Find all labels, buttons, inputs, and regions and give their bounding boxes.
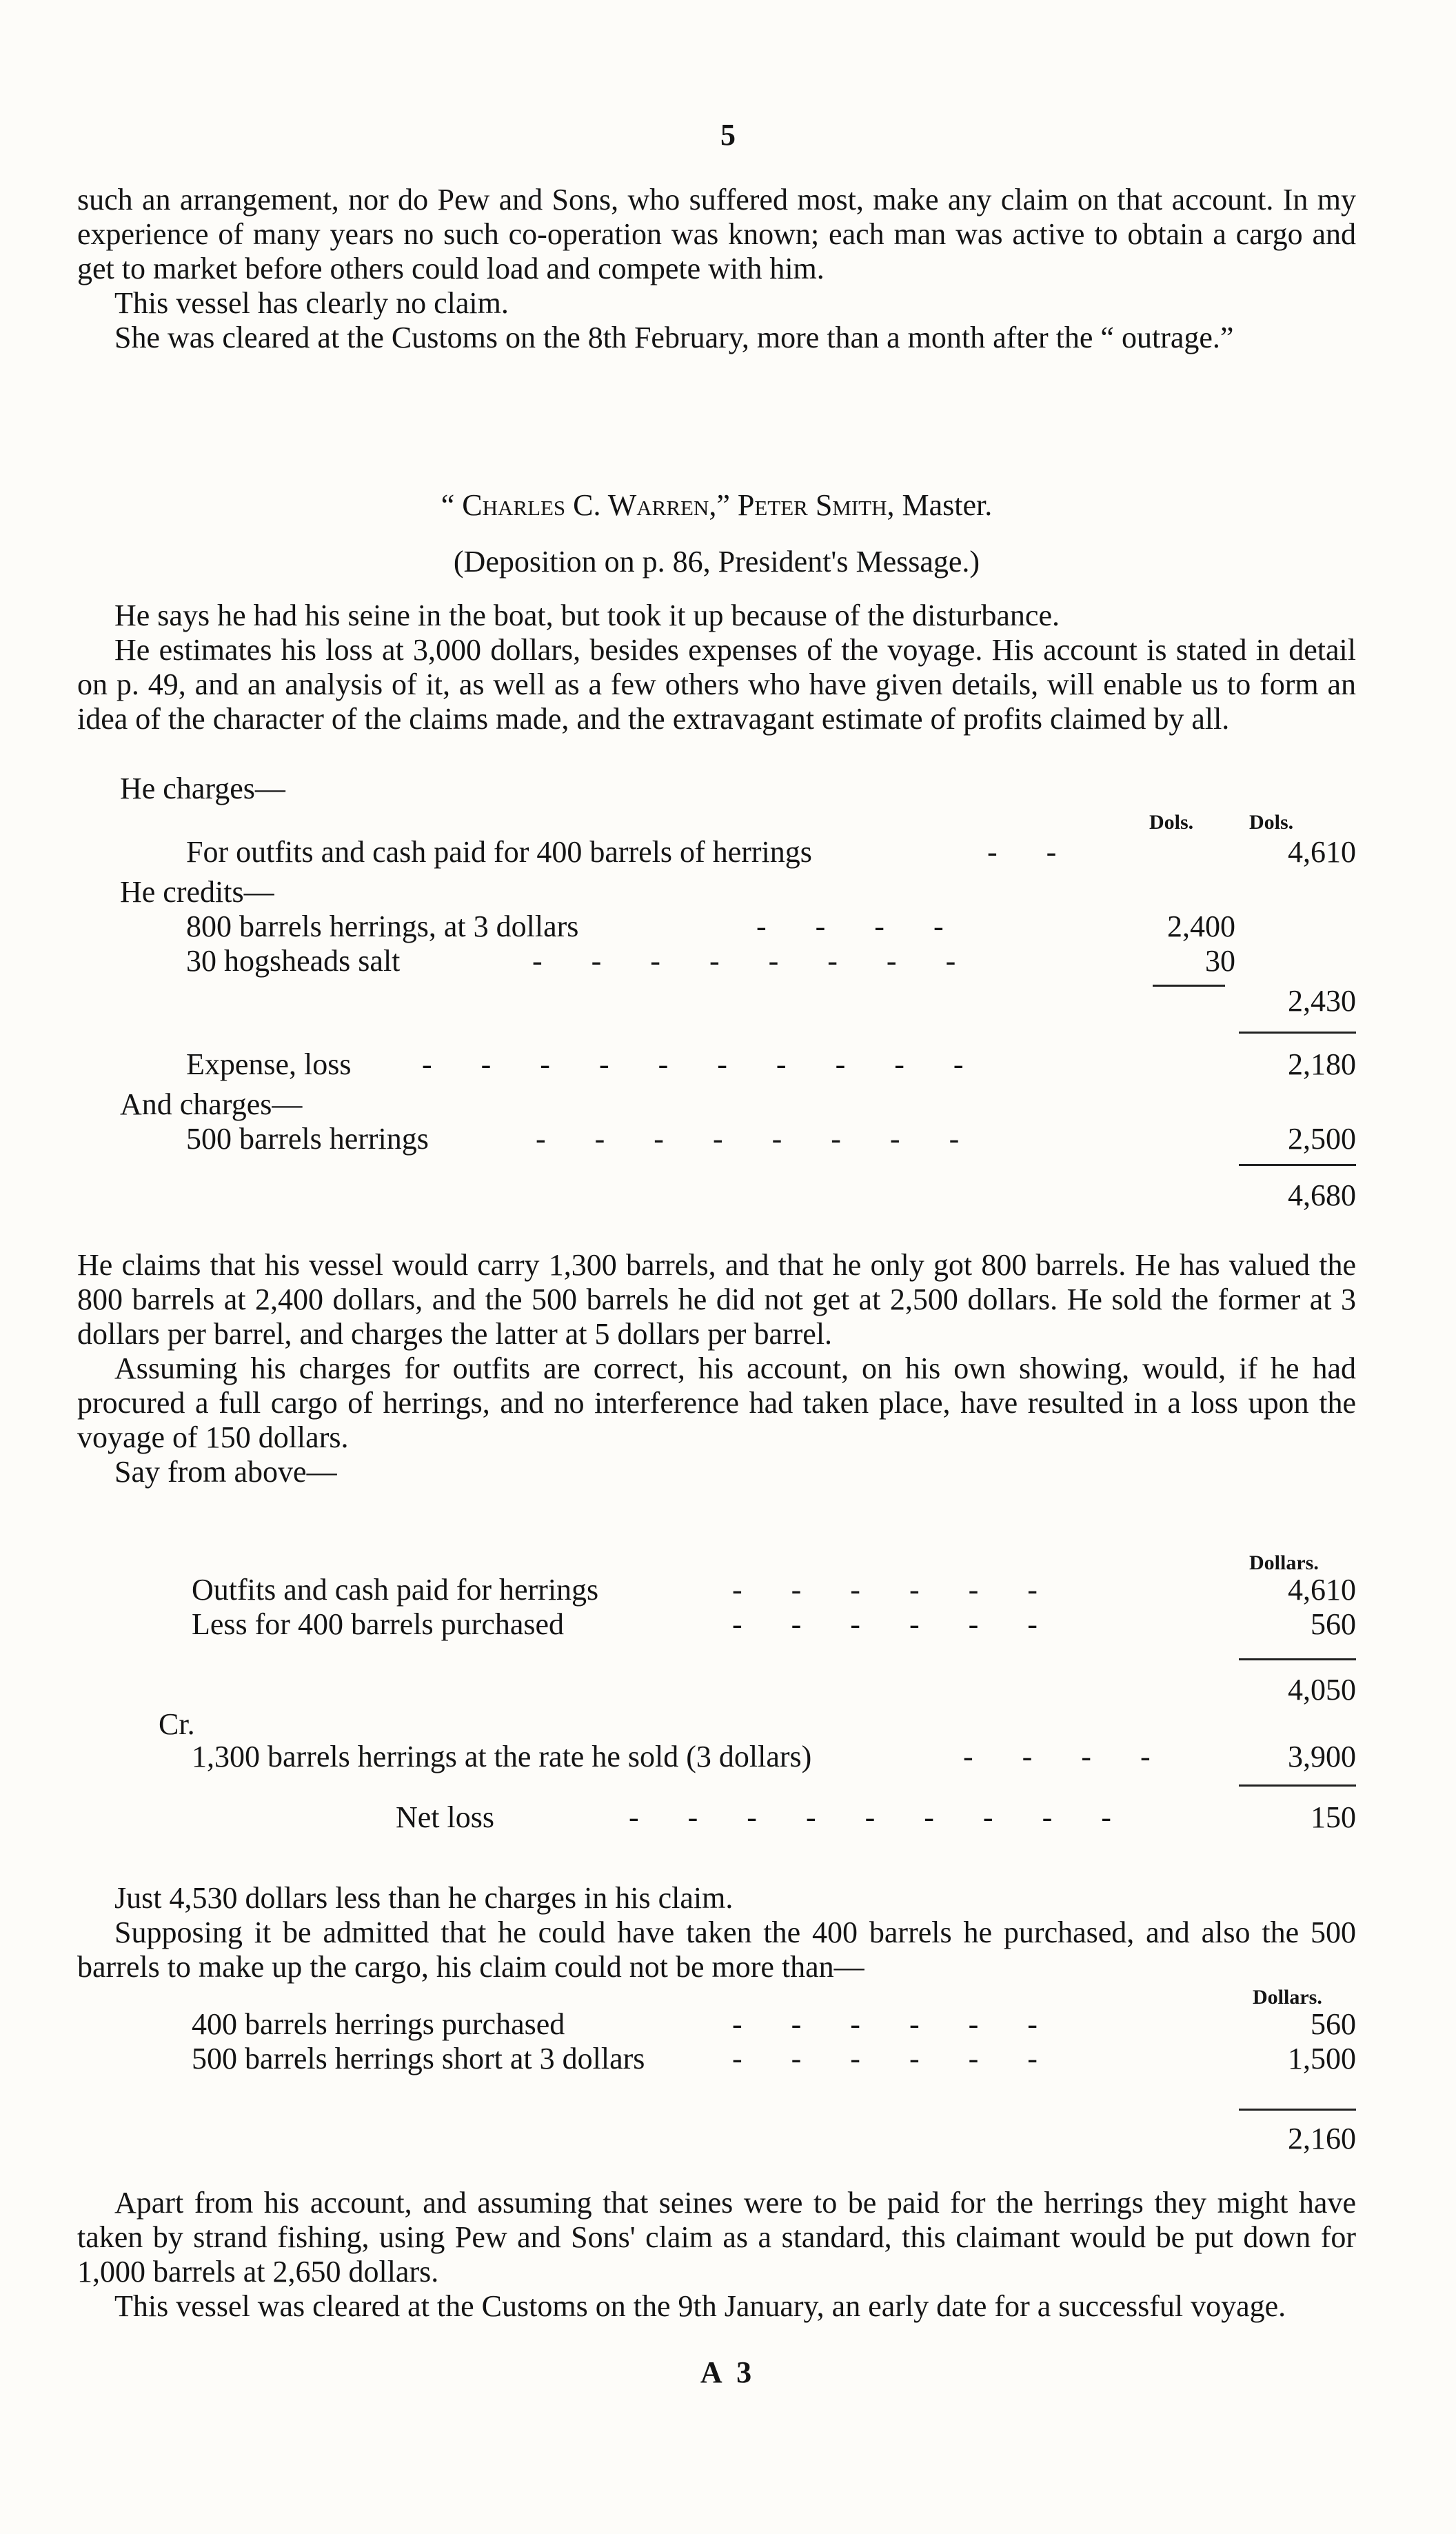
credit1-value: 2,400 [1167,909,1235,943]
claim-total: 2,160 [1288,2122,1356,2155]
calc-net-row: Net loss - - - - - - - - - 150 [396,1800,1356,1834]
account-ledger: He charges— Dols. Dols. For outfits and cash paid for 400 barrels of herrings - - 4,610 He credits— 800 barrels herrings, at 3 dollars - - - - 2,400 30 hogsheads salt - - - - - - - - 30 2,430 Expense, loss - - - - - - - - - - 2,180 And charges— 500 barrels herrings - - - - - - - - 2,500 4,680 [77,771,1356,1226]
paragraph-block-5 [77,2186,1356,2324]
ledger-col1-head: Dols. [1149,811,1194,834]
calc-row-less: Less for 400 barrels purchased - - - - - - 560 [192,1607,1356,1641]
intro-block [77,183,1356,355]
intro-paragraph-3: She was cleared at the Customs on the 8th February, more than a month after the “ outrage.” [114,321,1234,354]
page-number: 5 [720,118,736,152]
claim-table [77,1986,1356,2165]
calc-row3-value: 3,900 [1288,1740,1356,1773]
ledger-col2-head: Dols. [1249,811,1294,834]
expense-value: 2,180 [1288,1047,1356,1081]
calc-subtotal-rule [1239,1658,1356,1660]
para5-line-2: This vessel was cleared at the Customs on the 9th January, an early date for a successful voyage. [114,2289,1286,2323]
claim-total-rule [1239,2109,1356,2111]
paragraph-block-2 [77,599,1356,736]
calc-row-outfits: Outfits and cash paid for herrings - - - - - - 4,610 [192,1573,1356,1607]
credit-row-2: 30 hogsheads salt - - - - - - - - 30 [186,944,1235,978]
calc-row-herrings: 1,300 barrels herrings at the rate he sold (3 dollars) - - - - 3,900 [192,1740,1356,1773]
claim-row2-value: 1,500 [1288,2042,1356,2075]
charge-row: 500 barrels herrings - - - - - - - - 2,500 [186,1122,1356,1156]
intro-paragraph-2: This vessel has clearly no claim. [114,286,509,320]
para4-line-1: Just 4,530 dollars less than he charges in his claim. [114,1881,734,1915]
signature-mark: A 3 [700,2355,756,2389]
calc-net-value: 150 [1311,1800,1356,1834]
outfits-row: For outfits and cash paid for 400 barrels of herrings - - 4,610 [186,835,1356,869]
calc-net-rule [1239,1784,1356,1787]
calc-row2-value: 560 [1311,1607,1356,1641]
credit-row-1: 800 barrels herrings, at 3 dollars - - - - 2,400 [186,909,1235,943]
para3-line-2: Assuming his charges for outfits are correct, his account, on his own showing, would, if he had procured a full cargo of herrings, and no interference had taken place, have resulted in a loss upon the voyage of 150 dollars. [77,1351,1356,1454]
calc-row1-value: 4,610 [1288,1573,1356,1607]
total-rule [1239,1164,1356,1166]
paragraph-block-3 [77,1248,1356,1489]
para2-line-1: He says he had his seine in the boat, but took it up because of the disturbance. [114,599,1060,632]
claim-row-short: 500 barrels herrings short at 3 dollars - - - - - - 1,500 [192,2042,1356,2075]
expense-rule [1239,1032,1356,1034]
intro-paragraph-1: such an arrangement, nor do Pew and Sons, who suffered most, make any claim on that account. In my experience of many years no such co-operation was known; each man was active to obtain a cargo and get to market before others could load and compete with him. [77,183,1356,285]
credits-total-row [77,983,1356,1019]
calc-subtotal: 4,050 [1288,1673,1356,1707]
claim-col-head: Dollars. [1253,1986,1322,2009]
para3-line-3: Say from above— [114,1455,337,1489]
calc-subtotal-row [77,1672,1356,1708]
para5-line-1: Apart from his account, and assuming that seines were to be paid for the herrings they might have taken by strand fishing, using Pew and Sons' claim as a standard, this claimant would be put down for 1,000 barrels at 2,650 dollars. [77,2186,1356,2289]
credits-total: 2,430 [1288,984,1356,1018]
para2-line-2: He estimates his loss at 3,000 dollars, besides expenses of the voyage. His account is stated in detail on p. 49, and an analysis of it, as well as a few others who have given details, will enable us to form an idea of the character of the claims made, and the extravagant estimate of profits claimed by all. [77,633,1356,736]
calc-col-head: Dollars. [1249,1551,1319,1574]
master-suffix: Master. [902,488,993,522]
para3-line-1: He claims that his vessel would carry 1,300 barrels, and that he only got 800 barrels. He has valued the 800 barrels at 2,400 dollars, and the 500 barrels he did not get at 2,500 dollars. He sold the former at 3 dollars per barrel, and charges the latter at 5 dollars per barrel. [77,1248,1356,1351]
section-heading [77,488,1356,523]
deposition-reference: (Deposition on p. 86, President's Message.) [453,545,980,579]
expense-row: Expense, loss - - - - - - - - - - 2,180 [186,1047,1356,1081]
outfits-value: 4,610 [1288,835,1356,869]
master-name: Peter Smith, [737,488,895,522]
paragraph-block-4 [77,1881,1356,1984]
ledger-total-row [77,1178,1356,1214]
claim-row-purchased: 400 barrels herrings purchased - - - - - - 560 [192,2007,1356,2041]
claim-total-row [77,2121,1356,2157]
calculation-table: Dollars. Outfits and cash paid for herrings - - - - - - 4,610 Less for 400 barrels purchased - - - - - - 560 4,050 Cr. 1,300 barrels herrings at the rate he sold (3 dollars) - - - - 3,900 Net loss - - - - - - - - - 150 [77,1551,1356,1869]
para4-line-2: Supposing it be admitted that he could have taken the 400 barrels he purchased, and also the 500 barrels to make up the cargo, his claim could not be more than— [77,1915,1356,1984]
charge-value: 2,500 [1288,1122,1356,1156]
vessel-name: “ Charles C. Warren,” [441,488,730,522]
claim-row1-value: 560 [1311,2007,1356,2041]
ledger-total: 4,680 [1288,1178,1356,1212]
credit2-value: 30 [1205,944,1235,978]
